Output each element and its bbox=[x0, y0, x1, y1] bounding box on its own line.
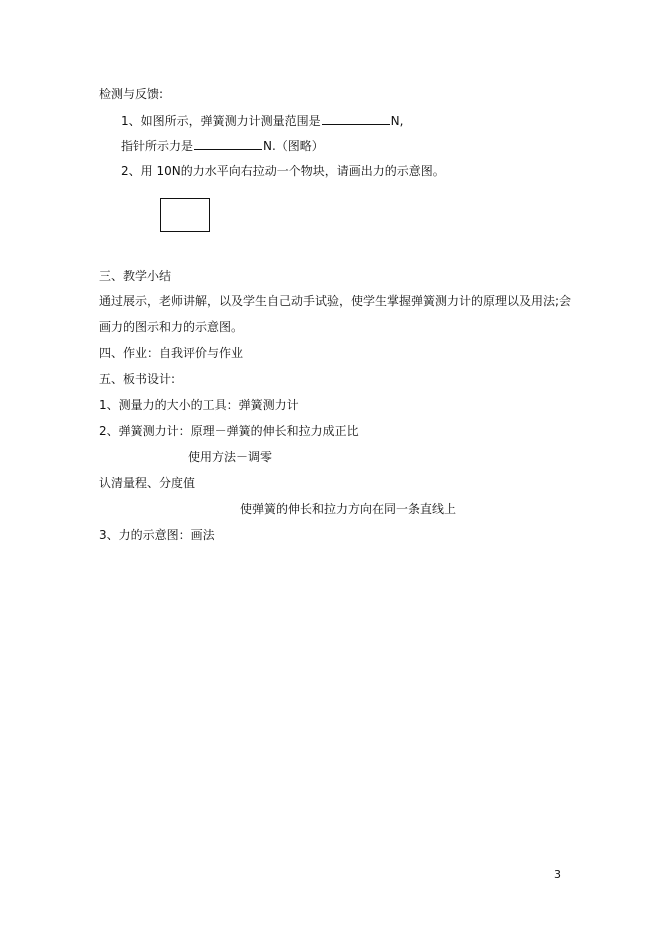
answer-blank-range bbox=[322, 112, 390, 125]
block-diagram-box bbox=[160, 198, 210, 232]
summary-text-line-2: 画力的图示和力的示意图。 bbox=[99, 320, 244, 334]
question-1-suffix: N, bbox=[390, 114, 404, 128]
homework-heading: 四、作业：自我评价与作业 bbox=[99, 346, 244, 360]
board-item-2-alignment: 使弹簧的伸长和拉力方向在同一条直线上 bbox=[240, 502, 457, 516]
question-1-prefix: 1、如图所示，弹簧测力计测量范围是 bbox=[121, 114, 321, 128]
board-item-2-range: 认清量程、分度值 bbox=[99, 476, 196, 490]
board-item-1: 1、测量力的大小的工具：弹簧测力计 bbox=[99, 398, 299, 412]
summary-heading: 三、教学小结 bbox=[99, 269, 172, 283]
summary-text-line-1: 通过展示，老师讲解，以及学生自己动手试验，使学生掌握弹簧测力计的原理以及用法;会 bbox=[99, 294, 572, 308]
question-2: 2、用 10N的力水平向右拉动一个物块，请画出力的示意图。 bbox=[121, 164, 445, 178]
feedback-heading: 检测与反馈: bbox=[99, 87, 164, 101]
board-heading: 五、板书设计: bbox=[99, 372, 176, 386]
board-item-2-usage: 使用方法－调零 bbox=[188, 450, 273, 464]
page-number: 3 bbox=[554, 868, 561, 881]
answer-blank-force bbox=[194, 137, 262, 150]
question-1b-line bbox=[121, 137, 324, 154]
question-1b-suffix: N.（图略） bbox=[263, 139, 324, 153]
question-1b-prefix: 指针所示力是 bbox=[121, 139, 194, 153]
board-item-2: 2、弹簧测力计：原理－弹簧的伸长和拉力成正比 bbox=[99, 424, 359, 438]
question-1-line bbox=[121, 112, 403, 129]
board-item-3: 3、力的示意图：画法 bbox=[99, 528, 215, 542]
